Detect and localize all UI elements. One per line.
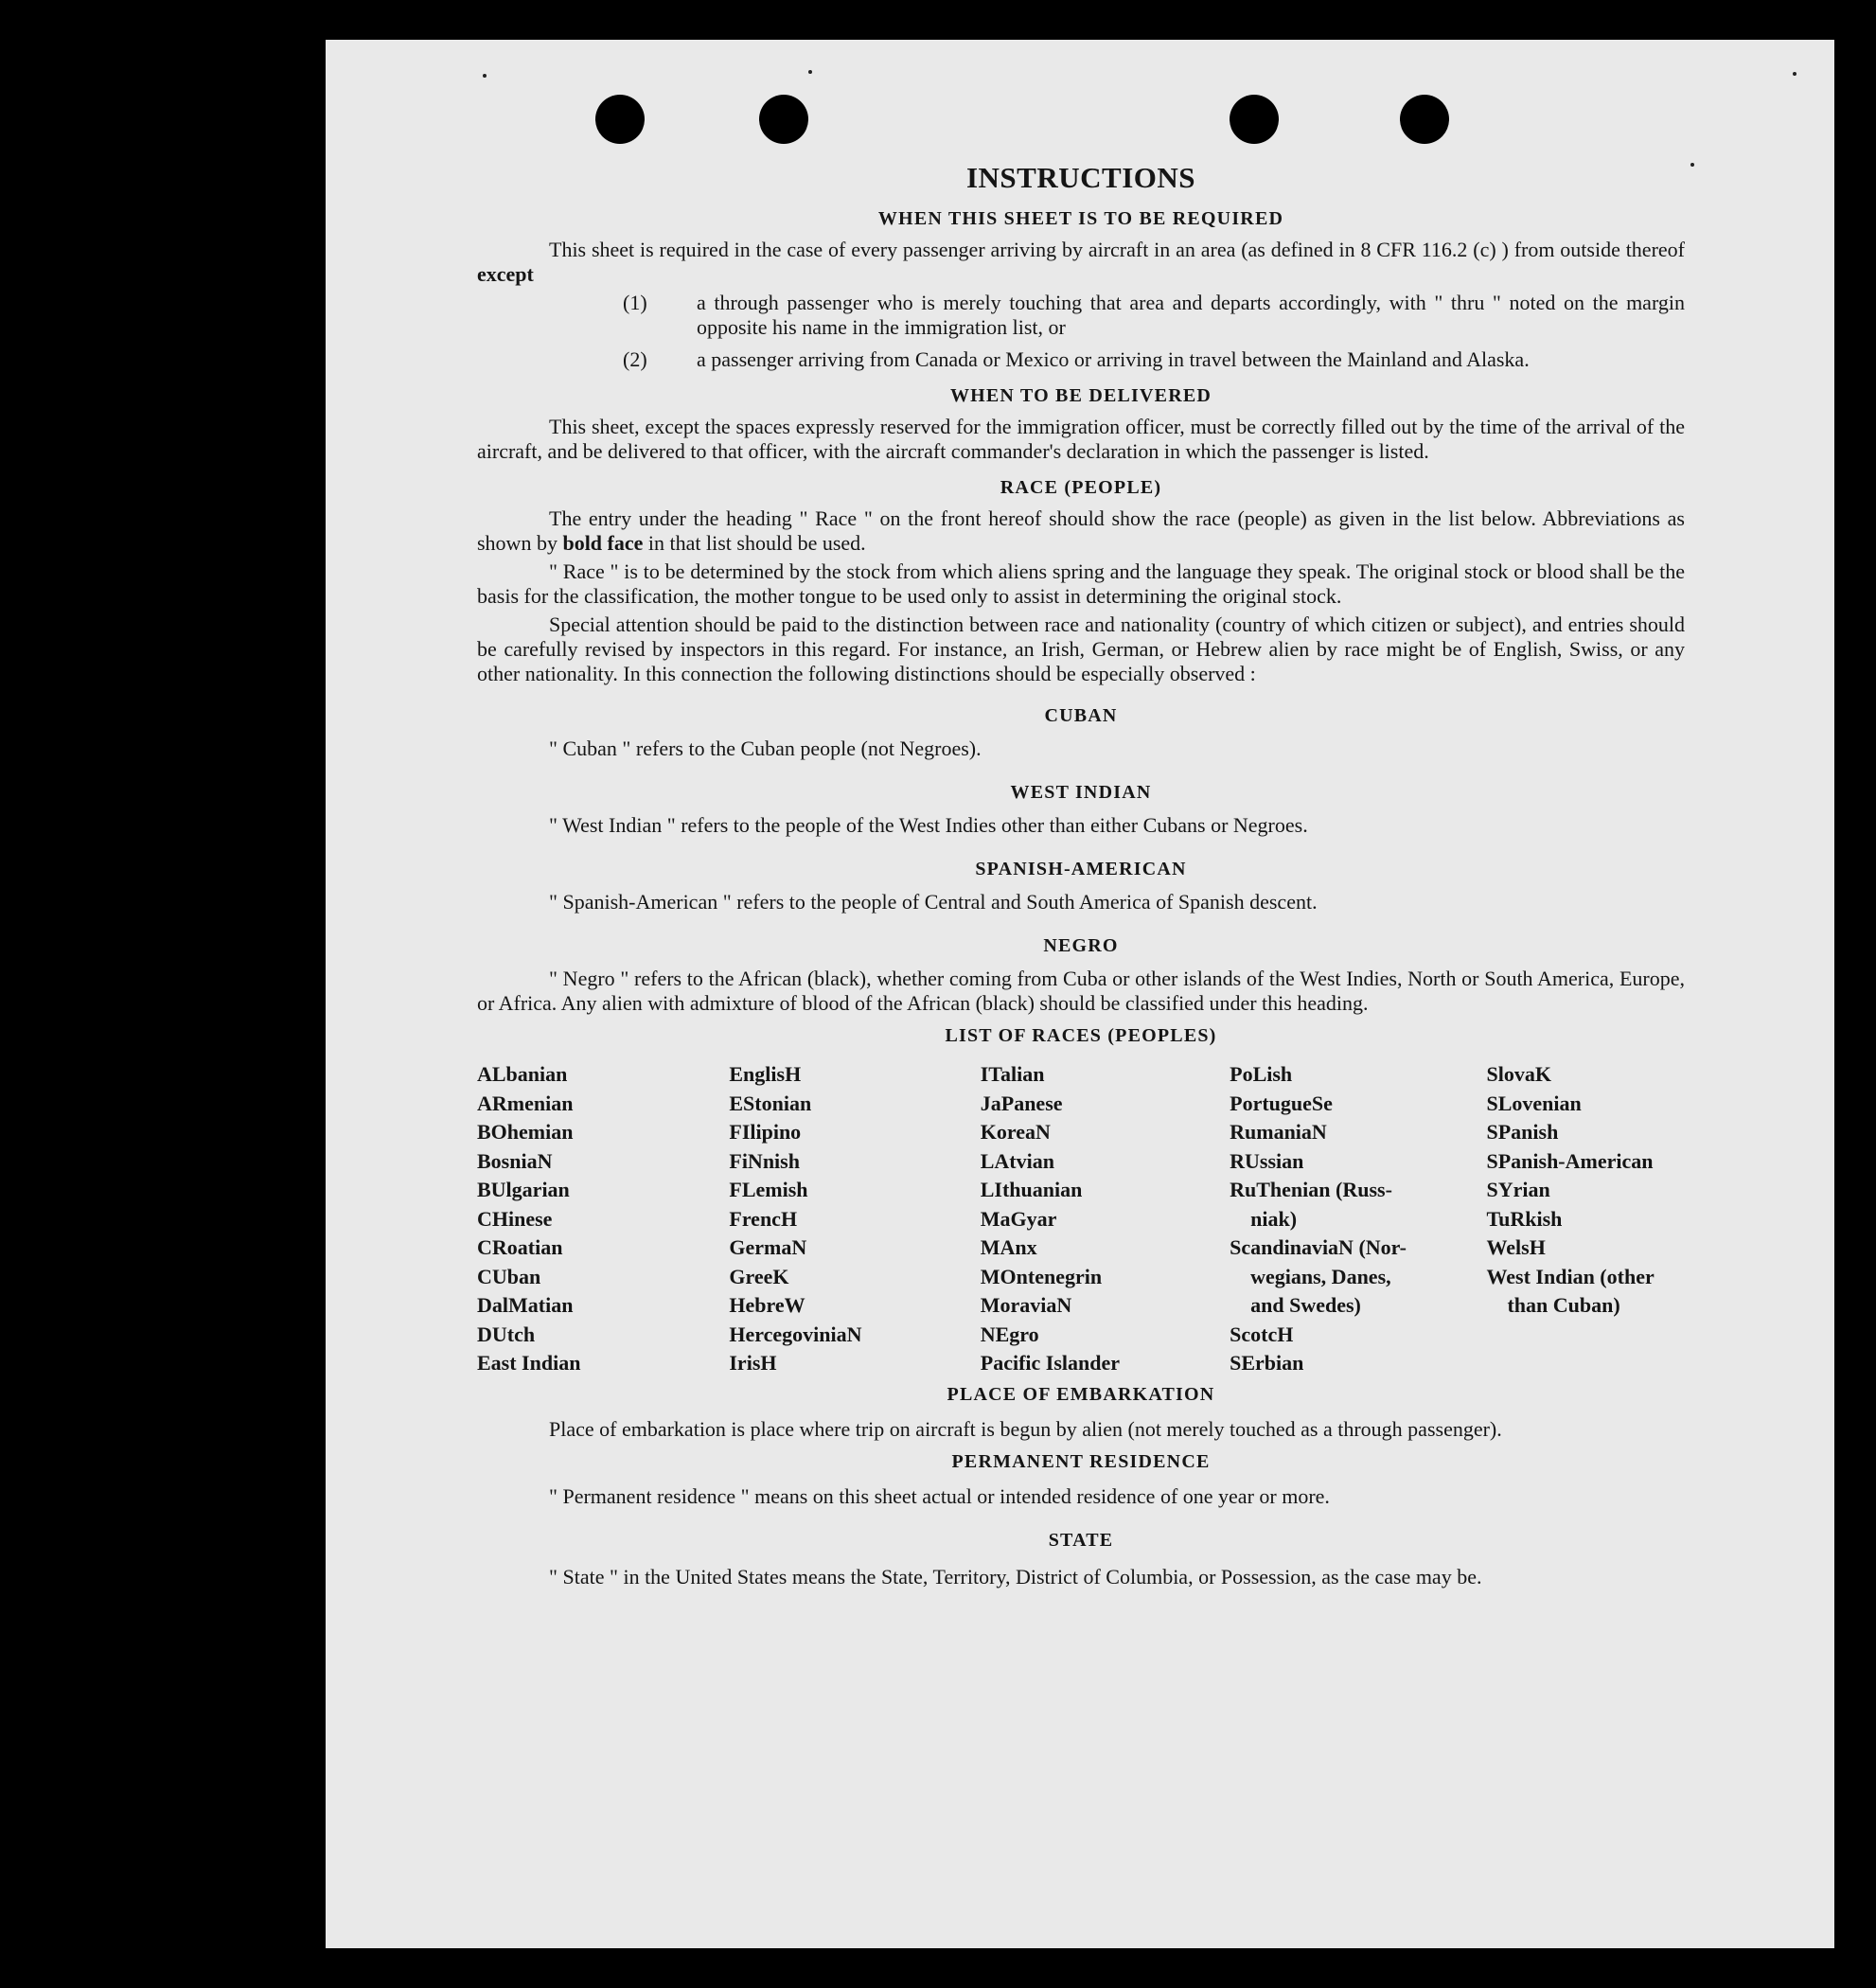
race-item: PortugueSe — [1230, 1091, 1333, 1115]
races-column-5 — [1486, 1060, 1685, 1378]
state-text: " State " in the United States means the State, Territory, District of Columbia, or Possession, as the case may be. — [549, 1564, 1482, 1589]
race-item: ScandinaviaN (Nor- — [1230, 1235, 1407, 1259]
race-item: SPanish — [1486, 1120, 1559, 1144]
race-item: TuRkish — [1486, 1206, 1563, 1231]
race-item: West Indian (other — [1486, 1264, 1655, 1288]
race-item: ARmenian — [477, 1091, 574, 1115]
section-heading-required: WHEN THIS SHEET IS TO BE REQUIRED — [877, 208, 1284, 229]
race-item: GreeK — [729, 1264, 789, 1288]
race-item-continuation: than Cuban) — [1507, 1293, 1620, 1317]
races-column-1 — [477, 1060, 729, 1378]
negro-text: " Negro " refers to the African (black), whether coming from Cuba or other islands of the West Indies, North or South America, Europe, or Africa. Any alien with admixture of blood of the African (black) should be classified under this heading. — [477, 967, 1685, 1015]
speck — [808, 70, 812, 74]
race-item: FrencH — [729, 1206, 798, 1231]
race-item: EStonian — [729, 1091, 812, 1115]
races-column-2 — [729, 1060, 980, 1378]
race-item: ScotcH — [1230, 1322, 1294, 1346]
race-item: ALbanian — [477, 1062, 568, 1086]
races-column-3 — [981, 1060, 1230, 1378]
section-heading-embarkation: PLACE OF EMBARKATION — [947, 1383, 1215, 1405]
race-paragraph-2: " Race " is to be determined by the stock from which aliens spring and the language they speak. The original stock or blood shall be the basis for the classification, the mother tongue to be used only to assist in determining the original stock. — [477, 559, 1685, 608]
race-item: NEgro — [980, 1322, 1039, 1346]
punch-hole — [595, 95, 645, 144]
document-page — [326, 40, 1834, 1948]
race-item: MOntenegrin — [980, 1264, 1103, 1288]
race-paragraph-3: Special attention should be paid to the distinction between race and nationality (country of which citizen or subject), and entries should be carefully revised by inspectors in this regard. For instance, an Irish, German, or Hebrew alien by race might be of English, Swiss, or any other nationality. In this connection the following distinctions should be especially observed : — [477, 612, 1685, 685]
race-paragraph-1: The entry under the heading " Race " on the front hereof should show the race (people) as given in the list below. Abbreviations as shown by bold face in that list should be used. — [477, 506, 1685, 555]
race-item: WelsH — [1486, 1235, 1546, 1259]
punch-hole — [759, 95, 808, 144]
races-column-4 — [1230, 1060, 1486, 1378]
race-item: FiNnish — [729, 1148, 800, 1173]
race-item: FLemish — [729, 1178, 808, 1201]
race-item: MoraviaN — [980, 1293, 1072, 1317]
section-heading-race: RACE (PEOPLE) — [1000, 477, 1162, 498]
exception-item-1: (1) a through passenger who is merely touching that area and departs accordingly, with " thru " noted on the margin opposite his name in the immigration list, or — [623, 291, 1685, 339]
race-item-continuation: wegians, Danes, — [1250, 1264, 1391, 1288]
race-item: RumaniaN — [1230, 1120, 1327, 1144]
race-item: DalMatian — [477, 1293, 574, 1317]
race-item: BOhemian — [477, 1120, 574, 1144]
race-item: SlovaK — [1486, 1062, 1551, 1086]
punch-hole — [1400, 95, 1449, 144]
speck — [1793, 72, 1796, 76]
section-heading-state: STATE — [1048, 1529, 1114, 1551]
race-item: GermaN — [729, 1235, 807, 1259]
race-item: RUssian — [1230, 1148, 1304, 1173]
embarkation-text: Place of embarkation is place where trip on aircraft is begun by alien (not merely touched as a through passenger). — [549, 1416, 1502, 1441]
race-item: CRoatian — [477, 1235, 563, 1259]
section-heading-delivered: WHEN TO BE DELIVERED — [949, 385, 1212, 406]
section-heading-cuban: CUBAN — [1044, 705, 1118, 726]
race-item: SErbian — [1230, 1351, 1304, 1375]
speck — [1690, 163, 1694, 167]
required-intro: This sheet is required in the case of every passenger arriving by aircraft in an area (as defined in 8 CFR 116.2 (c) ) from outside thereof except — [477, 238, 1685, 286]
race-item: East Indian — [477, 1351, 581, 1375]
speck — [483, 74, 487, 78]
race-item: MAnx — [980, 1235, 1037, 1259]
section-heading-west-indian: WEST INDIAN — [1010, 782, 1152, 803]
residence-text: " Permanent residence " means on this sheet actual or intended residence of one year or more. — [549, 1483, 1330, 1508]
section-heading-residence: PERMANENT RESIDENCE — [951, 1450, 1211, 1472]
page-title: INSTRUCTIONS — [965, 161, 1195, 194]
race-item: Pacific Islander — [980, 1351, 1121, 1375]
race-item: LAtvian — [980, 1148, 1054, 1173]
punch-hole — [1230, 95, 1279, 144]
race-item-continuation: and Swedes) — [1250, 1293, 1361, 1317]
race-item: PoLish — [1230, 1062, 1293, 1086]
race-item: IrisH — [729, 1351, 777, 1375]
race-item: SPanish-American — [1486, 1148, 1654, 1173]
west-indian-text: " West Indian " refers to the people of the West Indies other than either Cubans or Negroes. — [549, 813, 1308, 837]
race-item: JaPanese — [980, 1091, 1063, 1115]
race-item-continuation: niak) — [1250, 1206, 1298, 1231]
race-item: FIlipino — [729, 1120, 802, 1144]
race-item: MaGyar — [980, 1206, 1057, 1231]
cuban-text: " Cuban " refers to the Cuban people (not Negroes). — [549, 737, 982, 760]
race-item: KoreaN — [980, 1120, 1051, 1144]
exception-item-2: (2) a passenger arriving from Canada or Mexico or arriving in travel between the Mainland and Alaska. — [623, 347, 1530, 371]
race-item: LIthuanian — [980, 1178, 1083, 1201]
race-item: DUtch — [477, 1322, 536, 1346]
race-item: CUban — [477, 1264, 541, 1288]
races-list — [477, 1060, 1685, 1378]
list-of-races-heading: LIST OF RACES (PEOPLES) — [945, 1025, 1217, 1046]
section-heading-negro: NEGRO — [1043, 935, 1119, 956]
race-item: CHinese — [477, 1206, 553, 1231]
race-item: BosniaN — [477, 1148, 553, 1173]
race-item: RuThenian (Russ- — [1230, 1178, 1392, 1201]
race-item: BUlgarian — [477, 1178, 570, 1201]
race-item: EnglisH — [729, 1062, 802, 1086]
race-item: ITalian — [980, 1062, 1045, 1086]
section-heading-spanish-american: SPANISH-AMERICAN — [975, 859, 1187, 879]
race-item: HebreW — [729, 1293, 805, 1317]
instructions-body — [477, 161, 1685, 1593]
spanish-american-text: " Spanish-American " refers to the people of Central and South America of Spanish descent. — [549, 890, 1318, 914]
delivered-text: This sheet, except the spaces expressly reserved for the immigration officer, must be correctly filled out by the time of the arrival of the aircraft, and be delivered to that officer, with the aircraft commander's declaration in which the passenger is listed. — [477, 415, 1685, 463]
race-item: SLovenian — [1486, 1091, 1582, 1115]
race-item: HercegoviniaN — [729, 1322, 862, 1346]
race-item: SYrian — [1486, 1178, 1550, 1201]
